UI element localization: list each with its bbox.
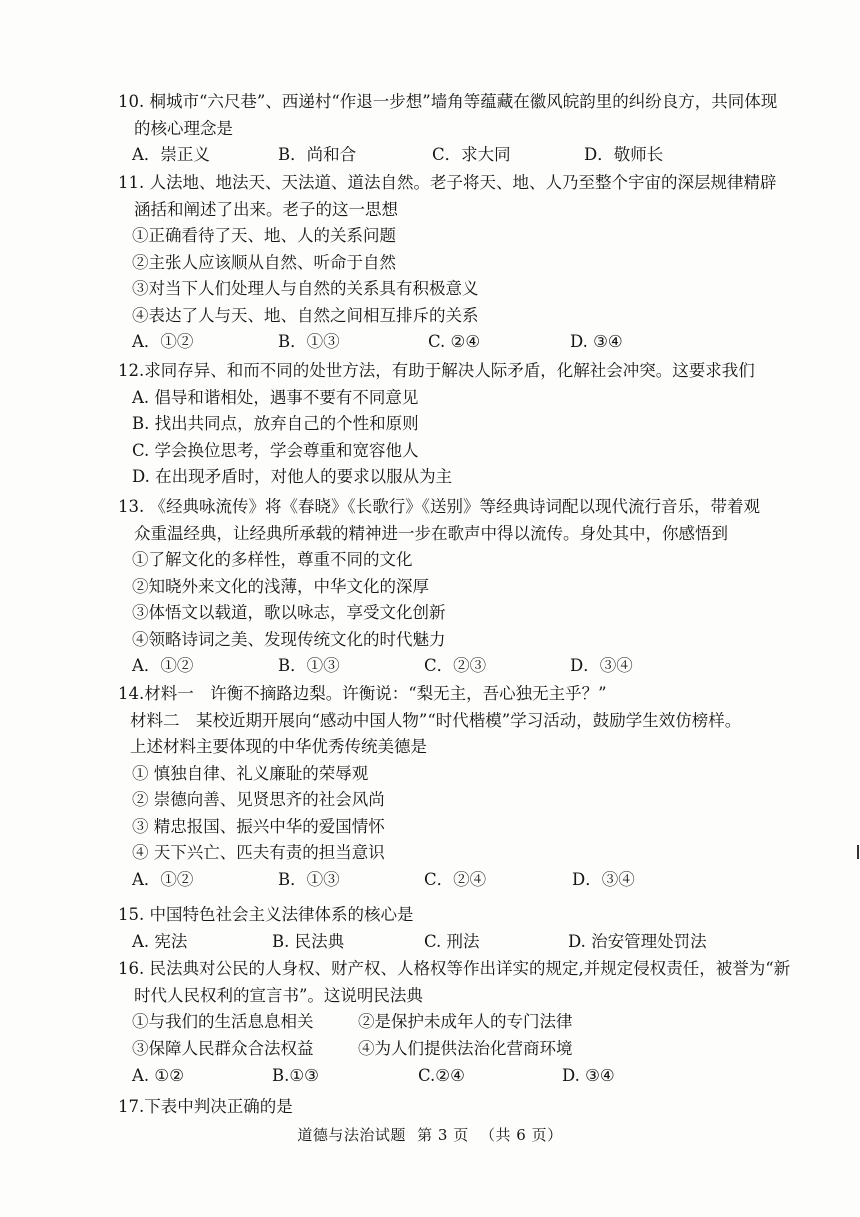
question-13-stem-line2: 众重温经典，让经典所承载的精神进一步在歌声中得以流传。身处其中，你感悟到 xyxy=(134,523,728,543)
question-15-options xyxy=(118,929,798,956)
question-16-option-d: D. ③④ xyxy=(562,1066,615,1085)
question-13-option-c: C．②③ xyxy=(424,656,487,675)
question-14-option-a: A．①② xyxy=(132,869,194,889)
question-10-options xyxy=(118,142,798,169)
question-11-option-d: D. ③④ xyxy=(570,332,623,351)
question-16-option-c: C.②④ xyxy=(418,1066,465,1085)
question-16-stem-line1: 16. 民法典对公民的人身权、财产权、人格权等作出详实的规定,并规定侵权责任，被誉为“新 xyxy=(118,959,791,978)
question-16-option-a: A. ①② xyxy=(132,1066,184,1085)
question-10-option-a: A．崇正义 xyxy=(132,145,210,164)
question-11-option-b: B．①③ xyxy=(278,332,340,351)
question-14 xyxy=(118,681,798,893)
question-14-item-2: ② 崇德向善、见贤思齐的社会风尚 xyxy=(132,790,385,809)
scan-edge-mark xyxy=(857,845,859,859)
question-15 xyxy=(118,902,798,955)
question-14-option-b: B．①③ xyxy=(278,869,340,889)
footer-subject: 道德与法治试题 xyxy=(297,1126,406,1144)
question-12-option-a: A. 倡导和谐相处，遇事不要有不同意见 xyxy=(132,387,419,407)
question-17-stem: 17.下表中判决正确的是 xyxy=(118,1097,293,1116)
question-10 xyxy=(118,89,798,169)
question-11-item-4: ④表达了人与天、地、自然之间相互排斥的关系 xyxy=(132,305,479,325)
question-11-item-3: ③对当下人们处理人与自然的关系具有积极意义 xyxy=(132,279,479,298)
question-11 xyxy=(118,170,798,356)
question-13-options xyxy=(118,653,798,680)
question-14-question: 上述材料主要体现的中华优秀传统美德是 xyxy=(130,737,427,756)
question-14-item-1: ① 慎独自律、礼义廉耻的荣辱观 xyxy=(132,763,369,783)
question-17 xyxy=(118,1094,798,1121)
question-10-option-d: D．敬师长 xyxy=(584,145,664,164)
question-10-option-c: C．求大同 xyxy=(432,145,511,164)
question-12-option-d: D. 在出现矛盾时，对他人的要求以服从为主 xyxy=(132,467,453,486)
footer-page-number: 第 3 页 xyxy=(417,1126,469,1144)
question-15-option-b: B. 民法典 xyxy=(272,931,345,951)
question-14-option-d: D．③④ xyxy=(572,869,635,889)
question-15-option-c: C. 刑法 xyxy=(424,931,480,951)
question-11-options xyxy=(118,329,798,356)
question-13-item-2: ②知晓外来文化的浅薄，中华文化的深厚 xyxy=(132,576,429,596)
question-12-stem-line1: 12.求同存异、和而不同的处世方法，有助于解决人际矛盾，化解社会冲突。这要求我们 xyxy=(118,361,755,380)
question-16-item-row-2 xyxy=(118,1036,798,1063)
question-16-stem-line2: 时代人民权利的宣言书”。这说明民法典 xyxy=(134,985,423,1005)
question-16-options xyxy=(118,1063,798,1090)
question-14-options xyxy=(118,867,798,894)
question-11-stem-line1: 11. 人法地、地法天、天法道、道法自然。老子将天、地、人乃至整个宇宙的深层规律精辟 xyxy=(118,173,777,192)
question-16-item-3: ③保障人民群众合法权益 xyxy=(132,1039,314,1058)
question-13-option-a: A．①② xyxy=(132,656,194,675)
question-13-stem-line1: 13. 《经典咏流传》将《春晓》《长歌行》《送别》等经典诗词配以现代流行音乐，带着观 xyxy=(118,497,760,516)
question-14-item-3: ③ 精忠报国、振兴中华的爱国情怀 xyxy=(132,816,385,836)
question-11-item-1: ①正确看待了天、地、人的关系问题 xyxy=(132,226,396,245)
question-13-item-1: ①了解文化的多样性，尊重不同的文化 xyxy=(132,550,413,569)
question-10-stem-line2: 的核心理念是 xyxy=(134,118,233,138)
question-11-option-c: C. ②④ xyxy=(428,332,481,351)
question-15-option-d: D. 治安管理处罚法 xyxy=(568,931,707,951)
question-11-option-a: A．①② xyxy=(132,332,194,351)
question-16-item-4: ④为人们提供法治化营商环境 xyxy=(358,1039,573,1058)
question-10-stem-line1: 10. 桐城市“六尺巷”、西递村“作退一步想”墙角等蕴藏在徽风皖韵里的纠纷良方，共同体现 xyxy=(118,92,778,111)
question-12 xyxy=(118,358,798,491)
question-13-item-4: ④领略诗词之美、发现传统文化的时代魅力 xyxy=(132,629,446,649)
question-16 xyxy=(118,956,798,1090)
footer-total-pages: （共 6 页） xyxy=(480,1126,563,1144)
question-11-stem-line2: 涵括和阐述了出来。老子的这一思想 xyxy=(134,199,398,219)
question-13 xyxy=(118,494,798,680)
question-14-material-1: 14.材料一 许衡不摘路边梨。许衡说：“梨无主，吾心独无主乎？” xyxy=(118,684,607,703)
question-13-item-3: ③体悟文以载道，歌以咏志，享受文化创新 xyxy=(132,603,446,622)
question-12-option-b: B. 找出共同点，放弃自己的个性和原则 xyxy=(132,414,419,433)
question-16-item-1: ①与我们的生活息息相关 xyxy=(132,1012,314,1031)
question-14-material-2: 材料二 某校近期开展向“感动中国人物”“时代楷模”学习活动，鼓励学生效仿榜样。 xyxy=(130,710,742,730)
question-13-option-d: D．③④ xyxy=(570,656,633,675)
question-16-item-row-1 xyxy=(118,1009,798,1036)
question-11-item-2: ②主张人应该顺从自然、听命于自然 xyxy=(132,252,396,272)
page-footer xyxy=(0,1124,860,1145)
question-14-item-4: ④ 天下兴亡、匹夫有责的担当意识 xyxy=(132,843,385,862)
question-13-option-b: B．①③ xyxy=(278,656,340,675)
question-14-option-c: C．②④ xyxy=(424,869,487,889)
question-12-option-c: C. 学会换位思考，学会尊重和宽容他人 xyxy=(132,440,419,460)
question-16-item-2: ②是保护未成年人的专门法律 xyxy=(358,1012,573,1031)
question-16-option-b: B.①③ xyxy=(272,1066,319,1085)
question-10-option-b: B．尚和合 xyxy=(278,145,357,164)
question-15-option-a: A. 宪法 xyxy=(132,931,188,951)
question-15-stem: 15. 中国特色社会主义法律体系的核心是 xyxy=(118,905,414,924)
